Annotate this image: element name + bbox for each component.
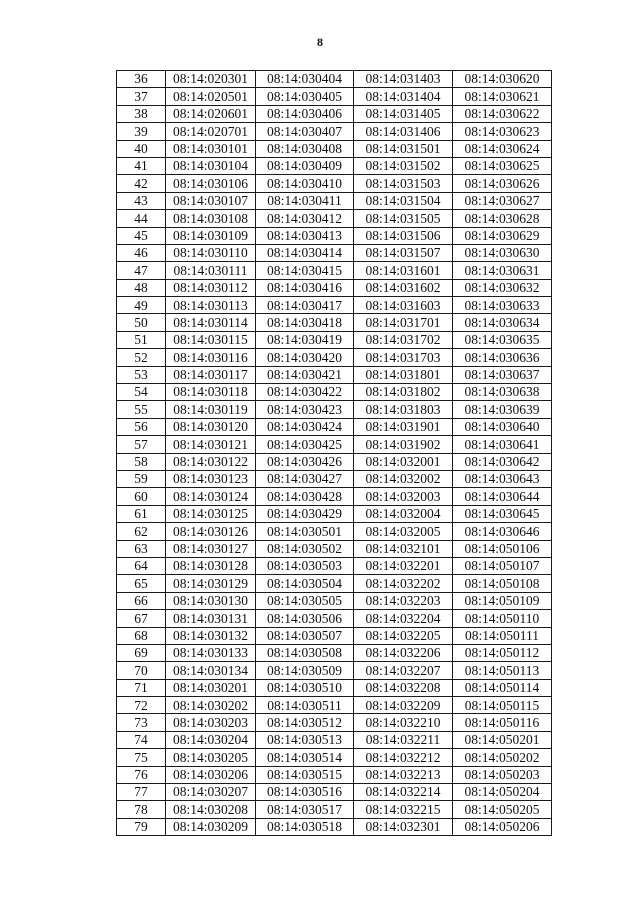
- cadastral-number-cell: 08:14:030427: [256, 470, 354, 487]
- cadastral-number-cell: 08:14:030517: [256, 801, 354, 818]
- cadastral-number-cell: 08:14:030506: [256, 610, 354, 627]
- cadastral-number-cell: 08:14:020701: [166, 123, 256, 140]
- cadastral-number-cell: 08:14:050108: [453, 575, 552, 592]
- cadastral-number-cell: 08:14:020301: [166, 71, 256, 88]
- cadastral-number-cell: 08:14:030131: [166, 610, 256, 627]
- table-row: [117, 557, 552, 574]
- cadastral-number-cell: 08:14:050116: [453, 714, 552, 731]
- cadastral-number-cell: 08:14:050113: [453, 662, 552, 679]
- row-number-cell: 70: [117, 662, 166, 679]
- table-row: [117, 384, 552, 401]
- table-row: [117, 244, 552, 261]
- cadastral-number-cell: 08:14:030116: [166, 349, 256, 366]
- table-row: [117, 731, 552, 748]
- cadastral-number-cell: 08:14:030507: [256, 627, 354, 644]
- cadastral-number-cell: 08:14:030207: [166, 784, 256, 801]
- table-row: [117, 679, 552, 696]
- cadastral-number-cell: 08:14:031901: [354, 418, 453, 435]
- cadastral-number-cell: 08:14:030622: [453, 105, 552, 122]
- table-row: [117, 766, 552, 783]
- cadastral-number-cell: 08:14:030631: [453, 262, 552, 279]
- row-number-cell: 78: [117, 801, 166, 818]
- row-number-cell: 69: [117, 644, 166, 661]
- cadastral-number-cell: 08:14:030518: [256, 818, 354, 835]
- row-number-cell: 51: [117, 331, 166, 348]
- row-number-cell: 38: [117, 105, 166, 122]
- table-row: [117, 140, 552, 157]
- table-row: [117, 592, 552, 609]
- cadastral-number-cell: 08:14:030411: [256, 192, 354, 209]
- cadastral-number-cell: 08:14:020601: [166, 105, 256, 122]
- cadastral-number-cell: 08:14:030515: [256, 766, 354, 783]
- cadastral-number-cell: 08:14:032206: [354, 644, 453, 661]
- row-number-cell: 48: [117, 279, 166, 296]
- cadastral-number-cell: 08:14:030114: [166, 314, 256, 331]
- cadastral-number-cell: 08:14:030417: [256, 297, 354, 314]
- cadastral-number-cell: 08:14:030505: [256, 592, 354, 609]
- row-number-cell: 58: [117, 453, 166, 470]
- row-number-cell: 43: [117, 192, 166, 209]
- cadastral-number-cell: 08:14:050201: [453, 731, 552, 748]
- table-row: [117, 488, 552, 505]
- table-row: [117, 192, 552, 209]
- table-row: [117, 366, 552, 383]
- cadastral-number-cell: 08:14:030101: [166, 140, 256, 157]
- cadastral-number-cell: 08:14:030204: [166, 731, 256, 748]
- table-row: [117, 418, 552, 435]
- cadastral-number-cell: 08:14:032001: [354, 453, 453, 470]
- cadastral-number-cell: 08:14:030627: [453, 192, 552, 209]
- cadastral-number-cell: 08:14:031502: [354, 157, 453, 174]
- cadastral-number-cell: 08:14:030120: [166, 418, 256, 435]
- cadastral-number-cell: 08:14:030428: [256, 488, 354, 505]
- row-number-cell: 76: [117, 766, 166, 783]
- cadastral-number-cell: 08:14:030514: [256, 749, 354, 766]
- cadastral-number-cell: 08:14:030637: [453, 366, 552, 383]
- row-number-cell: 50: [117, 314, 166, 331]
- cadastral-number-cell: 08:14:030633: [453, 297, 552, 314]
- table-row: [117, 71, 552, 88]
- table-row: [117, 818, 552, 835]
- row-number-cell: 46: [117, 244, 166, 261]
- row-number-cell: 53: [117, 366, 166, 383]
- cadastral-number-cell: 08:14:031803: [354, 401, 453, 418]
- cadastral-number-cell: 08:14:050202: [453, 749, 552, 766]
- cadastral-number-cell: 08:14:030415: [256, 262, 354, 279]
- table-row: [117, 436, 552, 453]
- cadastral-number-cell: 08:14:032208: [354, 679, 453, 696]
- row-number-cell: 56: [117, 418, 166, 435]
- cadastral-number-cell: 08:14:050106: [453, 540, 552, 557]
- cadastral-number-cell: 08:14:030641: [453, 436, 552, 453]
- table-row: [117, 749, 552, 766]
- row-number-cell: 61: [117, 505, 166, 522]
- cadastral-number-cell: 08:14:031802: [354, 384, 453, 401]
- cadastral-number-cell: 08:14:030112: [166, 279, 256, 296]
- cadastral-number-cell: 08:14:030118: [166, 384, 256, 401]
- table-row: [117, 801, 552, 818]
- cadastral-number-cell: 08:14:032214: [354, 784, 453, 801]
- row-number-cell: 63: [117, 540, 166, 557]
- cadastral-number-cell: 08:14:031602: [354, 279, 453, 296]
- cadastral-number-cell: 08:14:050107: [453, 557, 552, 574]
- cadastral-number-cell: 08:14:031703: [354, 349, 453, 366]
- table-row: [117, 714, 552, 731]
- cadastral-number-cell: 08:14:031702: [354, 331, 453, 348]
- table-row: [117, 470, 552, 487]
- cadastral-number-cell: 08:14:030134: [166, 662, 256, 679]
- cadastral-number-cell: 08:14:030407: [256, 123, 354, 140]
- cadastral-number-cell: 08:14:031505: [354, 210, 453, 227]
- cadastral-number-cell: 08:14:032301: [354, 818, 453, 835]
- cadastral-number-cell: 08:14:031701: [354, 314, 453, 331]
- cadastral-number-cell: 08:14:030122: [166, 453, 256, 470]
- table-row: [117, 279, 552, 296]
- row-number-cell: 42: [117, 175, 166, 192]
- cadastral-number-cell: 08:14:030123: [166, 470, 256, 487]
- cadastral-number-cell: 08:14:031403: [354, 71, 453, 88]
- table-row: [117, 523, 552, 540]
- table-body: [117, 71, 552, 836]
- table-row: [117, 784, 552, 801]
- row-number-cell: 44: [117, 210, 166, 227]
- cadastral-number-cell: 08:14:031406: [354, 123, 453, 140]
- cadastral-number-cell: 08:14:032101: [354, 540, 453, 557]
- row-number-cell: 55: [117, 401, 166, 418]
- row-number-cell: 45: [117, 227, 166, 244]
- cadastral-number-cell: 08:14:030129: [166, 575, 256, 592]
- cadastral-number-cell: 08:14:032207: [354, 662, 453, 679]
- cadastral-number-cell: 08:14:030501: [256, 523, 354, 540]
- cadastral-number-cell: 08:14:030115: [166, 331, 256, 348]
- cadastral-number-cell: 08:14:030508: [256, 644, 354, 661]
- cadastral-number-cell: 08:14:030638: [453, 384, 552, 401]
- cadastral-number-cell: 08:14:030423: [256, 401, 354, 418]
- row-number-cell: 77: [117, 784, 166, 801]
- table-row: [117, 314, 552, 331]
- cadastral-number-cell: 08:14:032203: [354, 592, 453, 609]
- cadastral-number-cell: 08:14:030202: [166, 697, 256, 714]
- cadastral-number-cell: 08:14:030128: [166, 557, 256, 574]
- cadastral-number-cell: 08:14:032204: [354, 610, 453, 627]
- cadastral-number-cell: 08:14:030513: [256, 731, 354, 748]
- cadastral-number-cell: 08:14:030133: [166, 644, 256, 661]
- cadastral-number-cell: 08:14:030636: [453, 349, 552, 366]
- cadastral-number-cell: 08:14:030419: [256, 331, 354, 348]
- row-number-cell: 37: [117, 88, 166, 105]
- table-row: [117, 662, 552, 679]
- cadastral-number-cell: 08:14:030119: [166, 401, 256, 418]
- cadastral-number-cell: 08:14:030630: [453, 244, 552, 261]
- row-number-cell: 39: [117, 123, 166, 140]
- table-row: [117, 349, 552, 366]
- cadastral-number-cell: 08:14:030109: [166, 227, 256, 244]
- cadastral-number-cell: 08:14:030113: [166, 297, 256, 314]
- cadastral-number-cell: 08:14:030640: [453, 418, 552, 435]
- cadastral-number-cell: 08:14:030121: [166, 436, 256, 453]
- cadastral-number-cell: 08:14:030422: [256, 384, 354, 401]
- cadastral-number-cell: 08:14:030117: [166, 366, 256, 383]
- row-number-cell: 65: [117, 575, 166, 592]
- row-number-cell: 75: [117, 749, 166, 766]
- row-number-cell: 49: [117, 297, 166, 314]
- cadastral-number-cell: 08:14:030108: [166, 210, 256, 227]
- cadastral-number-cell: 08:14:030413: [256, 227, 354, 244]
- cadastral-number-cell: 08:14:030130: [166, 592, 256, 609]
- row-number-cell: 57: [117, 436, 166, 453]
- cadastral-number-cell: 08:14:030127: [166, 540, 256, 557]
- row-number-cell: 74: [117, 731, 166, 748]
- table-row: [117, 227, 552, 244]
- cadastral-number-cell: 08:14:030424: [256, 418, 354, 435]
- cadastral-number-cell: 08:14:030408: [256, 140, 354, 157]
- cadastral-number-cell: 08:14:032209: [354, 697, 453, 714]
- table-row: [117, 453, 552, 470]
- cadastral-number-cell: 08:14:030625: [453, 157, 552, 174]
- cadastral-number-cell: 08:14:031801: [354, 366, 453, 383]
- cadastral-number-cell: 08:14:031404: [354, 88, 453, 105]
- row-number-cell: 60: [117, 488, 166, 505]
- cadastral-number-cell: 08:14:030635: [453, 331, 552, 348]
- cadastral-number-cell: 08:14:030643: [453, 470, 552, 487]
- cadastral-number-cell: 08:14:030639: [453, 401, 552, 418]
- cadastral-number-cell: 08:14:030504: [256, 575, 354, 592]
- cadastral-number-cell: 08:14:030201: [166, 679, 256, 696]
- table-row: [117, 175, 552, 192]
- cadastral-number-cell: 08:14:030621: [453, 88, 552, 105]
- cadastral-number-cell: 08:14:030502: [256, 540, 354, 557]
- cadastral-number-cell: 08:14:032213: [354, 766, 453, 783]
- cadastral-numbers-table: [116, 70, 552, 836]
- cadastral-number-cell: 08:14:030106: [166, 175, 256, 192]
- cadastral-number-cell: 08:14:030414: [256, 244, 354, 261]
- row-number-cell: 66: [117, 592, 166, 609]
- cadastral-number-cell: 08:14:030409: [256, 157, 354, 174]
- row-number-cell: 59: [117, 470, 166, 487]
- cadastral-number-cell: 08:14:050206: [453, 818, 552, 835]
- cadastral-number-cell: 08:14:032205: [354, 627, 453, 644]
- table-row: [117, 297, 552, 314]
- cadastral-number-cell: 08:14:050109: [453, 592, 552, 609]
- cadastral-number-cell: 08:14:032202: [354, 575, 453, 592]
- cadastral-number-cell: 08:14:030620: [453, 71, 552, 88]
- table-row: [117, 123, 552, 140]
- cadastral-number-cell: 08:14:030629: [453, 227, 552, 244]
- table-row: [117, 505, 552, 522]
- cadastral-number-cell: 08:14:030406: [256, 105, 354, 122]
- table-row: [117, 644, 552, 661]
- cadastral-number-cell: 08:14:050205: [453, 801, 552, 818]
- cadastral-number-cell: 08:14:050203: [453, 766, 552, 783]
- cadastral-number-cell: 08:14:032210: [354, 714, 453, 731]
- cadastral-number-cell: 08:14:030111: [166, 262, 256, 279]
- cadastral-number-cell: 08:14:030634: [453, 314, 552, 331]
- cadastral-number-cell: 08:14:030203: [166, 714, 256, 731]
- cadastral-number-cell: 08:14:032201: [354, 557, 453, 574]
- table-row: [117, 627, 552, 644]
- table-row: [117, 157, 552, 174]
- cadastral-number-cell: 08:14:030516: [256, 784, 354, 801]
- cadastral-number-cell: 08:14:030208: [166, 801, 256, 818]
- table-row: [117, 697, 552, 714]
- cadastral-number-cell: 08:14:031503: [354, 175, 453, 192]
- cadastral-number-cell: 08:14:032211: [354, 731, 453, 748]
- cadastral-number-cell: 08:14:032212: [354, 749, 453, 766]
- cadastral-number-cell: 08:14:030421: [256, 366, 354, 383]
- cadastral-number-cell: 08:14:031603: [354, 297, 453, 314]
- cadastral-number-cell: 08:14:050112: [453, 644, 552, 661]
- cadastral-number-cell: 08:14:032215: [354, 801, 453, 818]
- cadastral-number-cell: 08:14:030206: [166, 766, 256, 783]
- table-row: [117, 262, 552, 279]
- cadastral-number-cell: 08:14:030205: [166, 749, 256, 766]
- cadastral-number-cell: 08:14:031507: [354, 244, 453, 261]
- cadastral-number-cell: 08:14:030626: [453, 175, 552, 192]
- cadastral-number-cell: 08:14:030510: [256, 679, 354, 696]
- cadastral-number-cell: 08:14:030404: [256, 71, 354, 88]
- cadastral-number-cell: 08:14:030645: [453, 505, 552, 522]
- cadastral-number-cell: 08:14:030405: [256, 88, 354, 105]
- cadastral-number-cell: 08:14:030418: [256, 314, 354, 331]
- cadastral-number-cell: 08:14:030624: [453, 140, 552, 157]
- row-number-cell: 62: [117, 523, 166, 540]
- cadastral-number-cell: 08:14:030628: [453, 210, 552, 227]
- row-number-cell: 36: [117, 71, 166, 88]
- cadastral-number-cell: 08:14:030644: [453, 488, 552, 505]
- row-number-cell: 52: [117, 349, 166, 366]
- cadastral-number-cell: 08:14:030429: [256, 505, 354, 522]
- row-number-cell: 41: [117, 157, 166, 174]
- cadastral-number-cell: 08:14:031601: [354, 262, 453, 279]
- cadastral-number-cell: 08:14:030416: [256, 279, 354, 296]
- cadastral-number-cell: 08:14:030124: [166, 488, 256, 505]
- row-number-cell: 73: [117, 714, 166, 731]
- cadastral-number-cell: 08:14:031506: [354, 227, 453, 244]
- row-number-cell: 47: [117, 262, 166, 279]
- cadastral-number-cell: 08:14:030125: [166, 505, 256, 522]
- cadastral-number-cell: 08:14:030426: [256, 453, 354, 470]
- row-number-cell: 67: [117, 610, 166, 627]
- cadastral-number-cell: 08:14:032004: [354, 505, 453, 522]
- cadastral-number-cell: 08:14:050204: [453, 784, 552, 801]
- cadastral-number-cell: 08:14:030110: [166, 244, 256, 261]
- cadastral-number-cell: 08:14:030632: [453, 279, 552, 296]
- table-row: [117, 105, 552, 122]
- page-number: 8: [317, 35, 323, 49]
- table-row: [117, 401, 552, 418]
- table-row: [117, 88, 552, 105]
- cadastral-number-cell: 08:14:030107: [166, 192, 256, 209]
- cadastral-number-cell: 08:14:031405: [354, 105, 453, 122]
- cadastral-number-cell: 08:14:030512: [256, 714, 354, 731]
- cadastral-number-cell: 08:14:030104: [166, 157, 256, 174]
- cadastral-number-cell: 08:14:030132: [166, 627, 256, 644]
- cadastral-number-cell: 08:14:031504: [354, 192, 453, 209]
- cadastral-number-cell: 08:14:030623: [453, 123, 552, 140]
- row-number-cell: 64: [117, 557, 166, 574]
- cadastral-number-cell: 08:14:020501: [166, 88, 256, 105]
- table-row: [117, 540, 552, 557]
- cadastral-number-cell: 08:14:050110: [453, 610, 552, 627]
- cadastral-number-cell: 08:14:030646: [453, 523, 552, 540]
- cadastral-number-cell: 08:14:031902: [354, 436, 453, 453]
- cadastral-number-cell: 08:14:030425: [256, 436, 354, 453]
- cadastral-number-cell: 08:14:032002: [354, 470, 453, 487]
- cadastral-number-cell: 08:14:030410: [256, 175, 354, 192]
- cadastral-number-cell: 08:14:032003: [354, 488, 453, 505]
- cadastral-number-cell: 08:14:030509: [256, 662, 354, 679]
- table-row: [117, 610, 552, 627]
- cadastral-number-cell: 08:14:032005: [354, 523, 453, 540]
- table-row: [117, 331, 552, 348]
- table-row: [117, 210, 552, 227]
- cadastral-number-cell: 08:14:030511: [256, 697, 354, 714]
- row-number-cell: 79: [117, 818, 166, 835]
- row-number-cell: 71: [117, 679, 166, 696]
- cadastral-number-cell: 08:14:030126: [166, 523, 256, 540]
- cadastral-number-cell: 08:14:030420: [256, 349, 354, 366]
- cadastral-number-cell: 08:14:050114: [453, 679, 552, 696]
- cadastral-number-cell: 08:14:031501: [354, 140, 453, 157]
- row-number-cell: 72: [117, 697, 166, 714]
- cadastral-number-cell: 08:14:030642: [453, 453, 552, 470]
- cadastral-number-cell: 08:14:030209: [166, 818, 256, 835]
- table-row: [117, 575, 552, 592]
- row-number-cell: 68: [117, 627, 166, 644]
- row-number-cell: 40: [117, 140, 166, 157]
- cadastral-number-cell: 08:14:030412: [256, 210, 354, 227]
- cadastral-number-cell: 08:14:050115: [453, 697, 552, 714]
- row-number-cell: 54: [117, 384, 166, 401]
- cadastral-number-cell: 08:14:030503: [256, 557, 354, 574]
- cadastral-number-cell: 08:14:050111: [453, 627, 552, 644]
